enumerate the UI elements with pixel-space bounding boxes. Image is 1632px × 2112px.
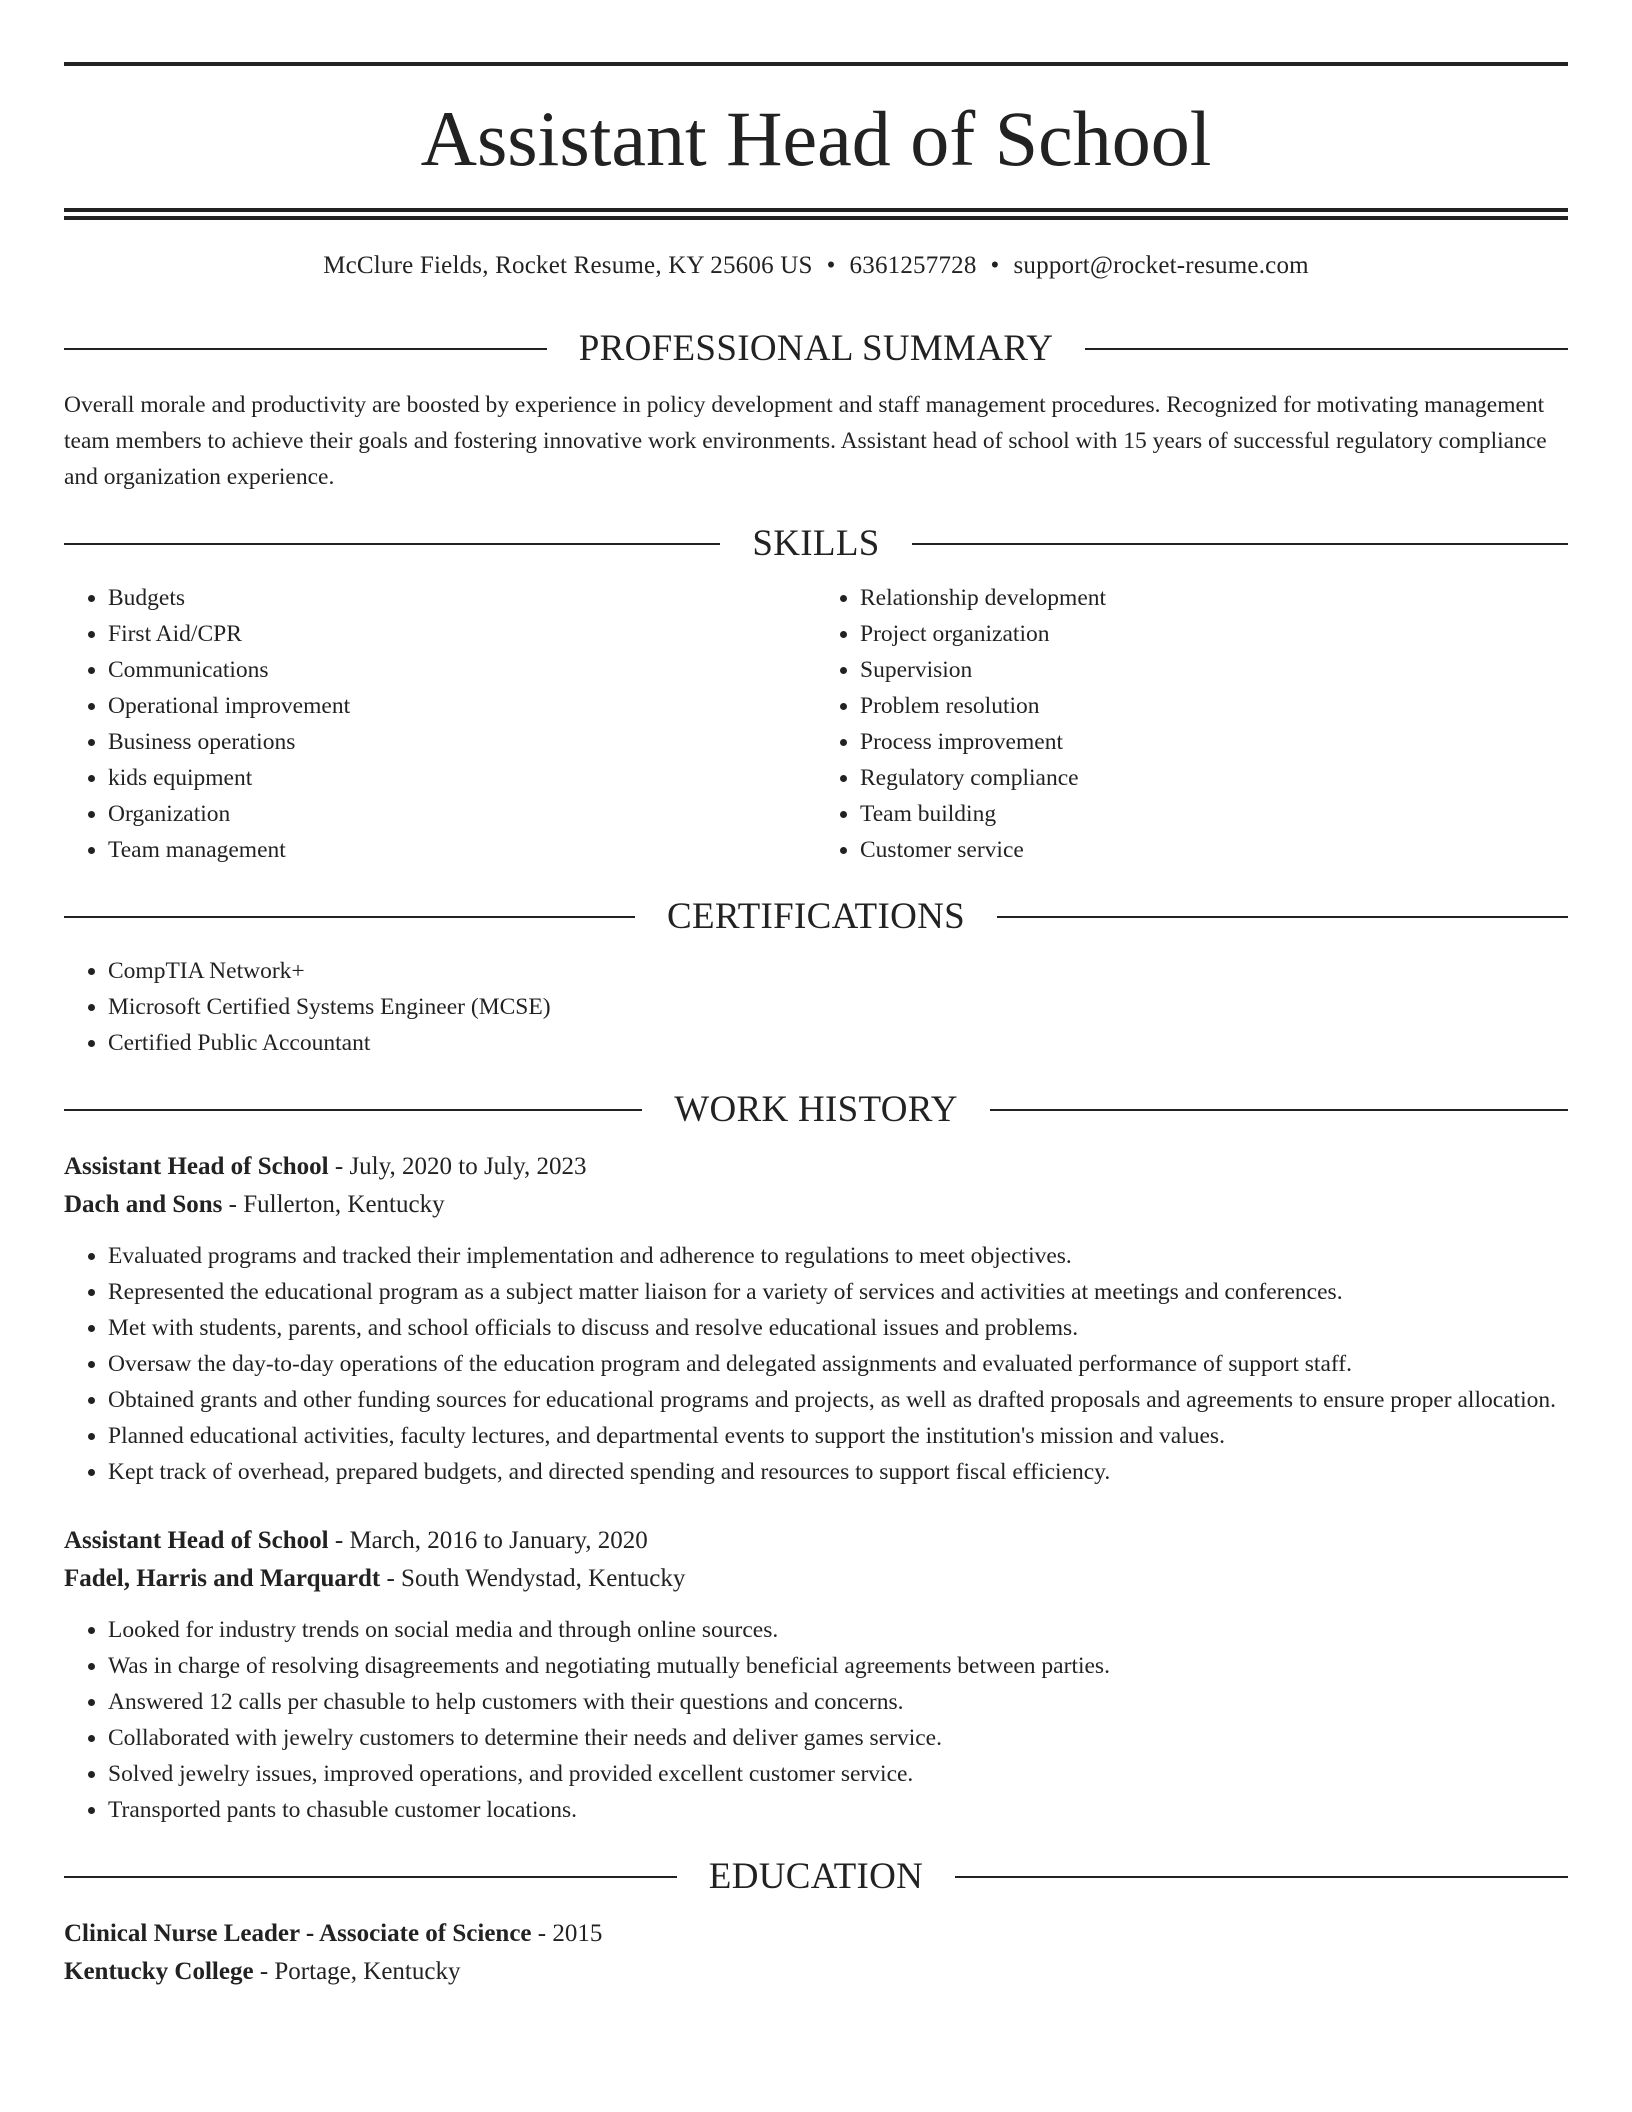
heading-rule xyxy=(64,1109,642,1111)
summary-text: Overall morale and productivity are boosted by experience in policy development and staff management procedures. Recognized for motivating management team members to achieve their goals and fostering innovative work environments. Assistant head of school with 15 years of successful regulatory compliance and organization experience. xyxy=(64,392,1547,490)
skill-item: • Team building xyxy=(860,796,1568,832)
section-heading-skills xyxy=(64,525,1568,562)
education-school: Kentucky College xyxy=(64,1958,254,1985)
job-company-line xyxy=(64,1186,1568,1224)
education-location: - Portage, Kentucky xyxy=(253,1958,461,1985)
skill-item: • Process improvement xyxy=(860,724,1568,760)
skill-item: • Relationship development xyxy=(860,580,1568,616)
certification-item: • Microsoft Certified Systems Engineer (MCSE) xyxy=(108,989,1568,1025)
job-bullet: • Collaborated with jewelry customers to determine their needs and deliver games service. xyxy=(108,1720,1568,1756)
section-heading-education xyxy=(64,1858,1568,1895)
contact-separator: • xyxy=(990,252,1000,279)
skill-item: • Operational improvement xyxy=(108,688,816,724)
heading-rule xyxy=(1085,348,1568,350)
contact-separator: • xyxy=(826,252,836,279)
section-heading-certifications xyxy=(64,898,1568,935)
job-bullet-list xyxy=(64,1238,1568,1490)
heading-rule xyxy=(990,1109,1568,1111)
resume-title: Assistant Head of School xyxy=(420,95,1212,182)
contact-email: support@rocket-resume.com xyxy=(1013,252,1309,279)
job-dates: - July, 2020 to July, 2023 xyxy=(328,1153,587,1180)
section-heading-label: PROFESSIONAL SUMMARY xyxy=(578,328,1054,369)
section-heading-label: WORK HISTORY xyxy=(674,1089,958,1130)
skill-item: • Project organization xyxy=(860,616,1568,652)
job-bullet: • Represented the educational program as a subject matter liaison for a variety of services and activities at meetings and conferences. xyxy=(108,1274,1568,1310)
job-bullet: • Was in charge of resolving disagreements and negotiating mutually beneficial agreements between parties. xyxy=(108,1648,1568,1684)
education-entry xyxy=(64,1915,1568,1991)
heading-rule xyxy=(64,1876,677,1878)
skill-item: • Business operations xyxy=(108,724,816,760)
job-entry xyxy=(64,1148,1568,1490)
job-dates: - March, 2016 to January, 2020 xyxy=(328,1527,648,1554)
job-title: Assistant Head of School xyxy=(64,1153,329,1180)
contact-address: McClure Fields, Rocket Resume, KY 25606 US xyxy=(323,252,813,279)
heading-rule xyxy=(912,543,1568,545)
heading-rule xyxy=(997,916,1568,918)
job-title: Assistant Head of School xyxy=(64,1527,329,1554)
job-bullet: • Answered 12 calls per chasuble to help customers with their questions and concerns. xyxy=(108,1684,1568,1720)
heading-rule xyxy=(955,1876,1568,1878)
top-rule xyxy=(64,62,1568,66)
job-location: - Fullerton, Kentucky xyxy=(222,1191,445,1218)
skills-list-left xyxy=(64,580,816,868)
education-year: - 2015 xyxy=(531,1920,603,1947)
education-degree: Clinical Nurse Leader - Associate of Science xyxy=(64,1920,532,1947)
skills-grid xyxy=(64,580,1568,868)
education-school-line xyxy=(64,1953,1568,1991)
job-bullet: • Met with students, parents, and school officials to discuss and resolve educational issues and problems. xyxy=(108,1310,1568,1346)
skill-item: • Regulatory compliance xyxy=(860,760,1568,796)
skill-item: • Supervision xyxy=(860,652,1568,688)
job-bullet: • Kept track of overhead, prepared budgets, and directed spending and resources to support fiscal efficiency. xyxy=(108,1454,1568,1490)
skill-item: • kids equipment xyxy=(108,760,816,796)
skill-item: • Budgets xyxy=(108,580,816,616)
certification-item: • Certified Public Accountant xyxy=(108,1025,1568,1061)
certification-item: • CompTIA Network+ xyxy=(108,953,1568,989)
job-company: Fadel, Harris and Marquardt xyxy=(64,1565,381,1592)
job-title-line xyxy=(64,1148,1568,1186)
job-bullet: • Solved jewelry issues, improved operations, and provided excellent customer service. xyxy=(108,1756,1568,1792)
job-bullet: • Obtained grants and other funding sources for educational programs and projects, as well as drafted proposals and agreements to ensure proper allocation. xyxy=(108,1382,1568,1418)
section-heading-label: SKILLS xyxy=(752,523,880,564)
contact-phone: 6361257728 xyxy=(849,252,977,279)
title-double-rule xyxy=(64,208,1568,220)
heading-rule xyxy=(64,543,720,545)
section-heading-work-history xyxy=(64,1091,1568,1128)
job-company-line xyxy=(64,1560,1568,1598)
section-heading-label: EDUCATION xyxy=(708,1856,924,1897)
section-heading-label: CERTIFICATIONS xyxy=(667,896,965,937)
job-bullet: • Evaluated programs and tracked their implementation and adherence to regulations to meet objectives. xyxy=(108,1238,1568,1274)
job-bullet: • Planned educational activities, faculty lectures, and departmental events to support the institution's mission and values. xyxy=(108,1418,1568,1454)
skill-item: • Problem resolution xyxy=(860,688,1568,724)
skills-list-right xyxy=(816,580,1568,868)
job-bullet: • Transported pants to chasuble customer locations. xyxy=(108,1792,1568,1828)
job-bullet-list xyxy=(64,1612,1568,1828)
skill-item: • Organization xyxy=(108,796,816,832)
skill-item: • Team management xyxy=(108,832,816,868)
certifications-list xyxy=(64,953,1568,1061)
heading-rule xyxy=(64,916,635,918)
job-entry xyxy=(64,1522,1568,1828)
job-bullet: • Looked for industry trends on social media and through online sources. xyxy=(108,1612,1568,1648)
contact-line xyxy=(64,252,1568,280)
heading-rule xyxy=(64,348,547,350)
skill-item: • First Aid/CPR xyxy=(108,616,816,652)
skill-item: • Communications xyxy=(108,652,816,688)
job-location: - South Wendystad, Kentucky xyxy=(380,1565,686,1592)
job-bullet: • Oversaw the day-to-day operations of the education program and delegated assignments and evaluated performance of support staff. xyxy=(108,1346,1568,1382)
education-degree-line xyxy=(64,1915,1568,1953)
section-heading-summary xyxy=(64,330,1568,367)
skill-item: • Customer service xyxy=(860,832,1568,868)
job-title-line xyxy=(64,1522,1568,1560)
job-company: Dach and Sons xyxy=(64,1191,223,1218)
